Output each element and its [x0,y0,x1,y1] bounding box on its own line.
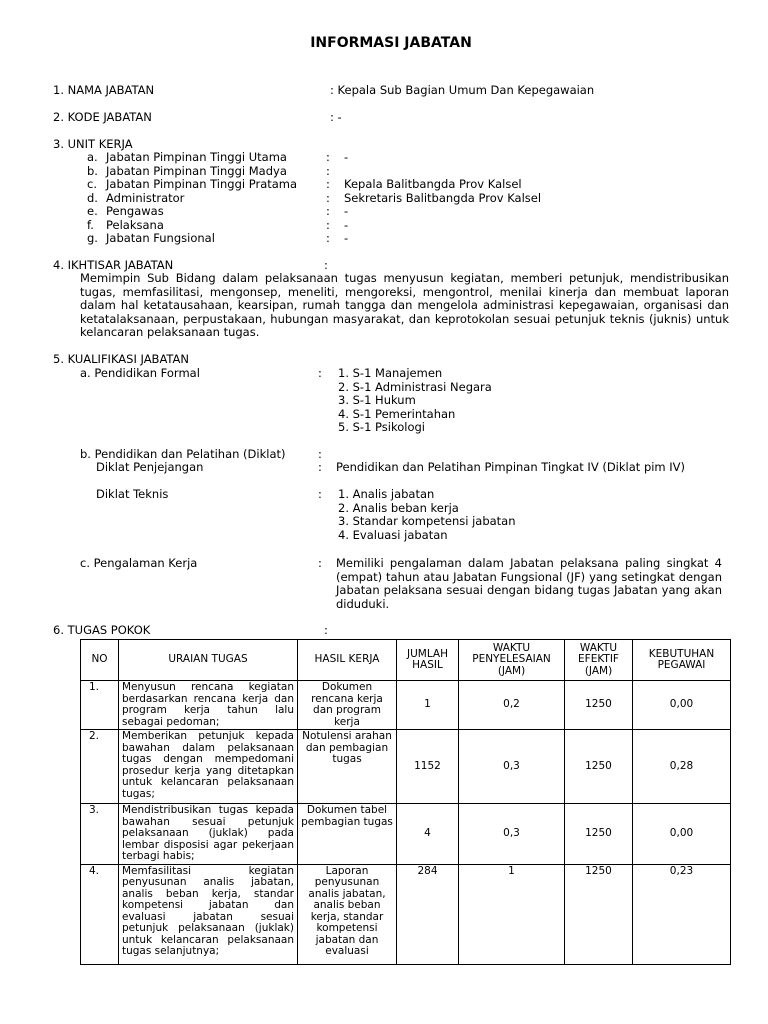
header-hasil-kerja: HASIL KERJA [298,640,397,681]
tugas-pokok-colon: : [324,623,328,637]
row-efektif: 1250 [565,804,633,865]
row-efektif: 1250 [565,681,633,730]
unit-kerja-label: Jabatan Pimpinan Tinggi Utama [106,150,287,164]
unit-kerja-item [0,232,768,246]
unit-kerja-letter: a. [87,150,98,164]
unit-kerja-label: Pelaksana [106,217,164,232]
row-hasil: Notulensi arahan dan pembagian tugas [298,730,397,804]
list-item: 3. Standar kompetensi jabatan [338,514,516,528]
unit-kerja-letter: b. [87,163,98,178]
row-kebutuhan: 0,23 [633,864,731,964]
unit-kerja-letter: g. [87,231,98,245]
header-jumlah-hasil: JUMLAH HASIL [397,640,459,681]
row-uraian: Menyusun rencana kegiatan berdasarkan rencana kerja dan program kerja tahun lalu sebagai pedoman; [119,681,298,730]
diklat-penjenjangan-colon: : [318,460,322,474]
unit-kerja-colon: : [326,163,330,178]
kualifikasi-jabatan-label: 5. KUALIFIKASI JABATAN [53,352,190,366]
unit-kerja-letter: c. [87,177,97,191]
unit-kerja-item [0,219,768,233]
table-row [81,681,731,730]
list-item: 3. S-1 Hukum [338,393,416,407]
row-hasil: Dokumen rencana kerja dan program kerja [298,681,397,730]
unit-kerja-colon: : [326,204,330,218]
list-item: 4. Evaluasi jabatan [338,527,448,542]
table-header-row [81,640,731,681]
unit-kerja-colon: : [326,231,330,245]
header-waktu-efektif: WAKTU EFEKTIF (JAM) [565,640,633,681]
unit-kerja-value: - [344,150,349,164]
unit-kerja-item [0,192,768,206]
list-item: 1. Analis jabatan [338,487,435,501]
row-uraian: Memberikan petunjuk kepada bawahan dalam pelaksanaan tugas dengan mempedomani prosedur kerja yang ditetapkan untuk kelancaran pelaksanaan tugas; [119,730,298,804]
unit-kerja-item [0,205,768,219]
diklat-teknis-label: Diklat Teknis [96,487,169,501]
tugas-pokok-table [80,639,731,965]
unit-kerja-colon: : [326,177,330,191]
pendidikan-formal-list [338,367,492,435]
row-waktu: 0,3 [459,804,565,865]
diklat-teknis-colon: : [318,487,322,501]
document-title: INFORMASI JABATAN [310,35,472,51]
list-item: 1. S-1 Manajemen [338,366,443,380]
row-kebutuhan: 0,00 [633,681,731,730]
unit-kerja-letter: e. [87,204,98,218]
diklat-colon: : [318,447,322,461]
unit-kerja-label: Administrator [106,190,185,205]
unit-kerja-item [0,178,768,192]
row-no: 3. [81,804,119,865]
row-no: 4. [81,864,119,964]
row-waktu: 0,3 [459,730,565,804]
row-hasil: Laporan penyusunan analis jabatan, analis beban kerja, standar kompetensi jabatan dan evaluasi [298,864,397,964]
table-row [81,730,731,804]
diklat-penjenjangan-value: Pendidikan dan Pelatihan Pimpinan Tingkat IV (Diklat pim IV) [336,460,686,474]
row-uraian: Memfasilitasi kegiatan penyusunan analis jabatan, analis beban kerja, standar kompetensi jabatan dan evaluasi jabatan sesuai petunjuk pelaksanaan (juklak) untuk kelancaran pelaksanaan tugas selanjutnya; [119,864,298,964]
unit-kerja-label: Pengawas [106,204,164,218]
unit-kerja-label: 3. UNIT KERJA [53,137,133,151]
diklat-label: b. Pendidikan dan Pelatihan (Diklat) [80,447,286,461]
unit-kerja-item [0,151,768,165]
table-row [81,804,731,865]
nama-jabatan-label: 1. NAMA JABATAN [53,83,155,97]
pengalaman-kerja-label: c. Pengalaman Kerja [80,556,198,570]
list-item: 2. S-1 Administrasi Negara [338,379,492,394]
row-waktu: 0,2 [459,681,565,730]
header-no: NO [81,640,119,681]
unit-kerja-colon: : [326,190,330,205]
pengalaman-kerja-colon: : [318,556,322,570]
pendidikan-formal-label: a. Pendidikan Formal [80,366,200,380]
unit-kerja-letter: d. [87,190,98,205]
row-jumlah: 284 [397,864,459,964]
header-waktu-penyelesaian: WAKTU PENYELESAIAN (JAM) [459,640,565,681]
diklat-penjenjangan-label: Diklat Penjejangan [96,460,204,474]
row-jumlah: 4 [397,804,459,865]
unit-kerja-colon: : [326,150,330,164]
ikhtisar-jabatan-colon: : [324,258,328,272]
kode-jabatan-value: : - [330,110,342,124]
unit-kerja-value: Sekretaris Balitbangda Prov Kalsel [344,190,542,205]
unit-kerja-colon: : [326,217,330,232]
row-uraian: Mendistribusikan tugas kepada bawahan sesuai petunjuk pelaksanaan (juklak) pada lembar disposisi agar pekerjaan terbagi habis; [119,804,298,865]
unit-kerja-letter: f. [87,217,94,232]
diklat-teknis-list [338,488,516,542]
row-jumlah: 1 [397,681,459,730]
unit-kerja-label: Jabatan Pimpinan Tinggi Madya [106,163,287,178]
row-efektif: 1250 [565,864,633,964]
tugas-pokok-label: 6. TUGAS POKOK [53,623,151,637]
header-kebutuhan-pegawai: KEBUTUHAN PEGAWAI [633,640,731,681]
pengalaman-kerja-text: Memiliki pengalaman dalam Jabatan pelaksana paling singkat 4 (empat) tahun atau Jabatan Fungsional (JF) yang setingkat dengan Jabatan pelaksana sesuai dengan bidang tugas Jabatan yang akan diduduki. [336,556,722,611]
list-item: 4. S-1 Pemerintahan [338,406,456,421]
header-uraian-tugas: URAIAN TUGAS [119,640,298,681]
nama-jabatan-value: : Kepala Sub Bagian Umum Dan Kepegawaian [330,83,595,97]
unit-kerja-label: Jabatan Fungsional [106,231,215,245]
unit-kerja-label: Jabatan Pimpinan Tinggi Pratama [106,177,298,191]
row-kebutuhan: 0,28 [633,730,731,804]
unit-kerja-value: - [344,231,349,245]
kode-jabatan-label: 2. KODE JABATAN [53,110,152,124]
row-hasil: Dokumen tabel pembagian tugas [298,804,397,865]
row-no: 2. [81,730,119,804]
ikhtisar-jabatan-text: Memimpin Sub Bidang dalam pelaksanaan tugas menyusun kegiatan, memberi petunjuk, mendistribusikan tugas, memfasilitasi, mengonsep, meneliti, mengoreksi, mengontrol, menilai kinerja dan membuat laporan dalam hal ketatausahaan, kearsipan, rumah tangga dan mengelola administrasi kepegawaian, organisasi dan ketatalaksanaan, perpustakaan, hubungan masyarakat, dan keprotokolan sesuai petunjuk teknis (juknis) untuk kelancaran pelaksanaan tugas. [80,271,729,339]
row-jumlah: 1152 [397,730,459,804]
unit-kerja-item [0,165,768,179]
pendidikan-formal-colon: : [318,366,322,380]
row-no: 1. [81,681,119,730]
row-kebutuhan: 0,00 [633,804,731,865]
list-item: 2. Analis beban kerja [338,500,459,515]
unit-kerja-value: - [344,204,349,218]
table-row [81,864,731,964]
unit-kerja-value: Kepala Balitbangda Prov Kalsel [344,177,522,191]
unit-kerja-value: - [344,217,349,232]
list-item: 5. S-1 Psikologi [338,420,425,434]
row-efektif: 1250 [565,730,633,804]
row-waktu: 1 [459,864,565,964]
ikhtisar-jabatan-label: 4. IKHTISAR JABATAN [53,258,174,272]
